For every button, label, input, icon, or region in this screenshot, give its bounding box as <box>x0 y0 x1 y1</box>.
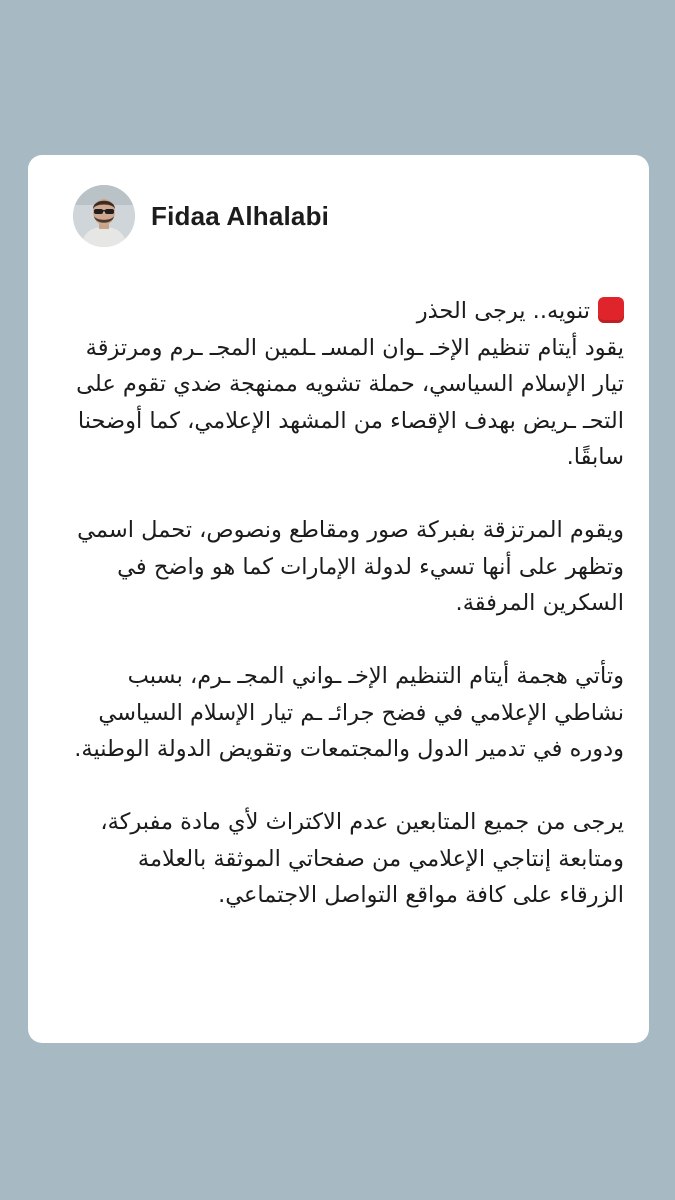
post-paragraph-4: يرجى من جميع المتابعين عدم الاكتراث لأي مادة مفبركة، ومتابعة إنتاجي الإعلامي من صفحاتي الموثقة بالعلامة الزرقاء على كافة مواقع التواصل الاجتماعي. <box>100 809 624 908</box>
post-headline <box>74 293 624 330</box>
post-card <box>28 155 649 1043</box>
post-paragraph-1: يقود أيتام تنظيم الإخـ ـوان المسـ ـلمين المجـ ـرم ومرتزقة تيار الإسلام السياسي، حملة تشويه ممنهجة ضدي تقوم على التحـ ـريض بهدف الإقصاء من المشهد الإعلامي، كما أوضحنا سابقًا. <box>76 334 624 470</box>
headline-text: تنويه.. يرجى الحذر <box>416 298 590 324</box>
avatar-photo-icon <box>73 185 135 247</box>
post-text <box>74 293 624 914</box>
post-paragraph-2: ويقوم المرتزقة بفبركة صور ومقاطع ونصوص، تحمل اسمي وتظهر على أنها تسيء لدولة الإمارات كما هو واضح في السكرين المرفقة. <box>77 517 624 616</box>
post-header <box>73 185 329 247</box>
author-name[interactable]: Fidaa Alhalabi <box>151 200 330 231</box>
post-paragraph-3: وتأتي هجمة أيتام التنظيم الإخـ ـواني المجـ ـرم، بسبب نشاطي الإعلامي في فضح جرائـ ـم تيار الإسلام السياسي ودوره في تدمير الدول والمجتمعات وتقويض الدولة الوطنية. <box>74 663 624 762</box>
avatar[interactable] <box>73 185 135 247</box>
red-square-icon <box>598 297 624 323</box>
